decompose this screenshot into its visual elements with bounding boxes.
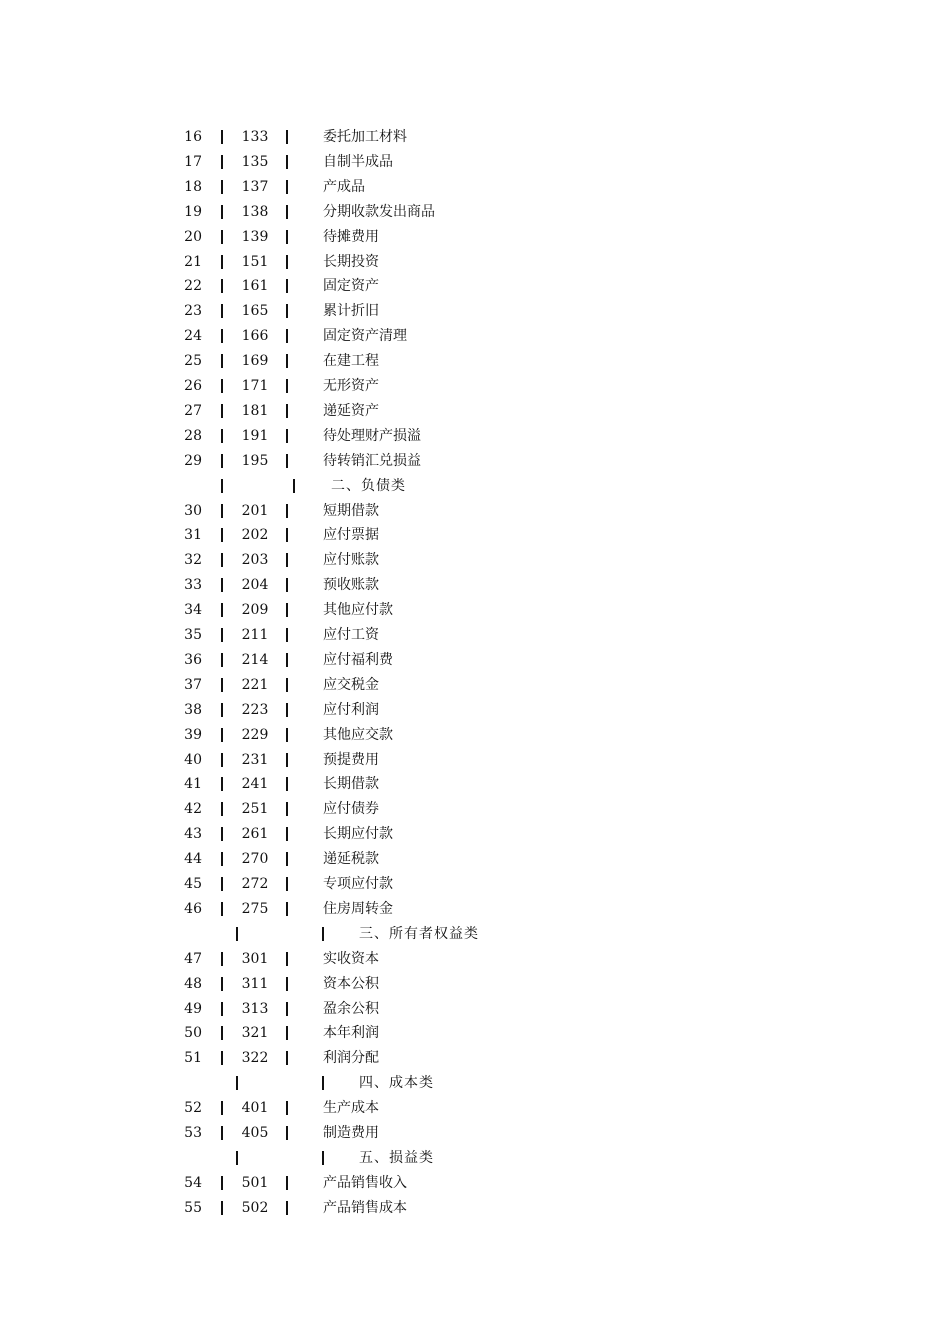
column-divider xyxy=(286,354,288,368)
row-number: 26 xyxy=(184,378,202,394)
account-row xyxy=(0,947,950,972)
account-code: 401 xyxy=(241,1100,269,1117)
column-divider xyxy=(286,130,288,144)
column-divider xyxy=(286,454,288,468)
account-name: 生产成本 xyxy=(323,1100,379,1117)
row-number: 39 xyxy=(184,726,202,743)
column-divider xyxy=(286,628,288,642)
column-divider xyxy=(221,404,223,418)
row-number: 18 xyxy=(184,178,202,195)
account-name: 长期投资 xyxy=(323,253,379,270)
column-divider xyxy=(221,379,223,393)
account-row xyxy=(0,349,950,374)
column-divider xyxy=(221,553,223,567)
account-code: 195 xyxy=(241,452,269,469)
row-number: 21 xyxy=(184,253,202,270)
account-code: 321 xyxy=(241,1025,269,1042)
row-number: 32 xyxy=(184,552,202,569)
row-number: 25 xyxy=(184,353,202,370)
account-row xyxy=(0,623,950,648)
account-row xyxy=(0,299,950,324)
account-code: 138 xyxy=(241,203,269,220)
column-divider xyxy=(286,653,288,667)
column-divider xyxy=(221,628,223,642)
row-number: 36 xyxy=(184,651,202,668)
account-row xyxy=(0,374,950,399)
account-code: 151 xyxy=(241,253,269,270)
row-number: 42 xyxy=(184,801,202,818)
column-divider xyxy=(286,553,288,567)
account-name: 应付票据 xyxy=(323,527,379,544)
row-number: 19 xyxy=(184,203,202,220)
account-row xyxy=(0,772,950,797)
account-code: 229 xyxy=(241,726,269,743)
account-code: 261 xyxy=(241,826,269,843)
account-code: 214 xyxy=(241,651,269,668)
column-divider xyxy=(286,827,288,841)
account-name: 制造费用 xyxy=(323,1125,379,1141)
account-name: 盈余公积 xyxy=(323,1000,379,1017)
account-code: 191 xyxy=(241,427,269,444)
column-divider xyxy=(286,802,288,816)
row-number: 45 xyxy=(184,876,202,892)
column-divider xyxy=(286,902,288,916)
column-divider xyxy=(322,1151,324,1165)
account-row xyxy=(0,698,950,723)
account-code: 231 xyxy=(241,751,269,768)
account-name: 短期借款 xyxy=(323,502,379,519)
account-name: 委托加工材料 xyxy=(323,129,407,145)
column-divider xyxy=(221,777,223,791)
account-name: 自制半成品 xyxy=(323,153,393,170)
column-divider xyxy=(286,728,288,742)
account-row xyxy=(0,200,950,225)
account-name: 专项应付款 xyxy=(323,876,393,892)
row-number: 51 xyxy=(184,1050,202,1067)
column-divider xyxy=(221,1176,223,1190)
row-number: 48 xyxy=(184,975,202,992)
row-number: 24 xyxy=(184,328,202,345)
column-divider xyxy=(286,703,288,717)
account-row xyxy=(0,673,950,698)
column-divider xyxy=(286,429,288,443)
column-divider xyxy=(221,827,223,841)
account-name: 住房周转金 xyxy=(323,900,393,917)
account-code: 137 xyxy=(241,178,269,195)
row-number: 44 xyxy=(184,851,202,868)
column-divider xyxy=(236,1076,238,1090)
section-header-row xyxy=(0,474,950,499)
row-number: 29 xyxy=(184,452,202,469)
column-divider xyxy=(221,454,223,468)
column-divider xyxy=(286,1126,288,1140)
account-name: 长期应付款 xyxy=(323,826,393,843)
section-title: 二、负债类 xyxy=(331,477,406,494)
account-name: 预收账款 xyxy=(323,577,379,594)
account-row xyxy=(0,424,950,449)
account-name: 应付福利费 xyxy=(323,651,393,668)
row-number: 33 xyxy=(184,577,202,594)
column-divider xyxy=(221,753,223,767)
account-code: 201 xyxy=(241,502,269,519)
column-divider xyxy=(286,255,288,269)
account-code: 133 xyxy=(241,129,269,145)
account-row xyxy=(0,499,950,524)
column-divider xyxy=(286,1051,288,1065)
account-row xyxy=(0,1196,950,1221)
column-divider xyxy=(286,1101,288,1115)
column-divider xyxy=(286,504,288,518)
account-row xyxy=(0,1021,950,1046)
column-divider xyxy=(221,1201,223,1215)
account-code: 405 xyxy=(241,1125,269,1141)
row-number: 17 xyxy=(184,153,202,170)
account-row xyxy=(0,872,950,897)
row-number: 54 xyxy=(184,1174,202,1191)
column-divider xyxy=(221,180,223,194)
column-divider xyxy=(221,678,223,692)
column-divider xyxy=(221,1126,223,1140)
account-row xyxy=(0,324,950,349)
column-divider xyxy=(286,230,288,244)
account-code: 139 xyxy=(241,228,269,245)
row-number: 53 xyxy=(184,1125,202,1141)
account-row xyxy=(0,847,950,872)
account-row xyxy=(0,1046,950,1071)
account-code: 221 xyxy=(241,676,269,693)
account-row xyxy=(0,1171,950,1196)
column-divider xyxy=(286,304,288,318)
column-divider xyxy=(286,777,288,791)
account-code: 275 xyxy=(241,900,269,917)
account-code: 209 xyxy=(241,602,269,619)
row-number: 43 xyxy=(184,826,202,843)
column-divider xyxy=(221,802,223,816)
account-name: 应付工资 xyxy=(323,627,379,643)
column-divider xyxy=(221,528,223,542)
account-name: 产成品 xyxy=(323,178,365,195)
account-code: 270 xyxy=(241,851,269,868)
row-number: 28 xyxy=(184,427,202,444)
account-name: 应交税金 xyxy=(323,676,379,693)
row-number: 47 xyxy=(184,950,202,967)
account-name: 待处理财产损溢 xyxy=(323,427,421,444)
row-number: 22 xyxy=(184,278,202,295)
account-row xyxy=(0,822,950,847)
account-name: 待转销汇兑损益 xyxy=(323,452,421,469)
column-divider xyxy=(221,354,223,368)
account-name: 分期收款发出商品 xyxy=(323,203,435,220)
column-divider xyxy=(286,1176,288,1190)
row-number: 34 xyxy=(184,602,202,619)
account-row xyxy=(0,175,950,200)
column-divider xyxy=(221,1002,223,1016)
account-name: 应付利润 xyxy=(323,701,379,718)
account-row xyxy=(0,972,950,997)
account-code: 211 xyxy=(241,627,269,643)
account-code: 204 xyxy=(241,577,269,594)
row-number: 16 xyxy=(184,129,202,145)
account-code: 311 xyxy=(241,975,269,992)
account-code: 202 xyxy=(241,527,269,544)
account-name: 固定资产清理 xyxy=(323,328,407,345)
column-divider xyxy=(286,952,288,966)
column-divider xyxy=(221,578,223,592)
row-number: 41 xyxy=(184,776,202,793)
column-divider xyxy=(286,329,288,343)
account-name: 固定资产 xyxy=(323,278,379,295)
account-row xyxy=(0,573,950,598)
account-row xyxy=(0,598,950,623)
row-number: 30 xyxy=(184,502,202,519)
account-name: 递延税款 xyxy=(323,851,379,868)
account-code: 165 xyxy=(241,303,269,320)
account-row xyxy=(0,797,950,822)
account-code: 223 xyxy=(241,701,269,718)
account-row xyxy=(0,150,950,175)
column-divider xyxy=(286,379,288,393)
account-row xyxy=(0,648,950,673)
column-divider xyxy=(286,877,288,891)
account-code: 322 xyxy=(241,1050,269,1067)
account-row xyxy=(0,723,950,748)
column-divider xyxy=(286,1002,288,1016)
account-name: 在建工程 xyxy=(323,353,379,370)
row-number: 55 xyxy=(184,1199,202,1216)
row-number: 52 xyxy=(184,1100,202,1117)
account-code: 171 xyxy=(241,378,269,394)
column-divider xyxy=(286,180,288,194)
column-divider xyxy=(221,1101,223,1115)
column-divider xyxy=(221,155,223,169)
account-code: 313 xyxy=(241,1000,269,1017)
column-divider xyxy=(286,603,288,617)
column-divider xyxy=(221,703,223,717)
account-name: 长期借款 xyxy=(323,776,379,793)
column-divider xyxy=(236,927,238,941)
account-row xyxy=(0,523,950,548)
account-name: 应付账款 xyxy=(323,552,379,569)
account-name: 利润分配 xyxy=(323,1050,379,1067)
column-divider xyxy=(221,653,223,667)
account-code: 501 xyxy=(241,1174,269,1191)
account-code: 251 xyxy=(241,801,269,818)
account-name: 累计折旧 xyxy=(323,303,379,320)
column-divider xyxy=(286,155,288,169)
section-header-row xyxy=(0,1071,950,1096)
column-divider xyxy=(286,1201,288,1215)
account-name: 递延资产 xyxy=(323,402,379,419)
account-row xyxy=(0,250,950,275)
column-divider xyxy=(221,329,223,343)
row-number: 31 xyxy=(184,527,202,544)
account-row xyxy=(0,748,950,773)
row-number: 35 xyxy=(184,627,202,643)
row-number: 38 xyxy=(184,701,202,718)
account-code: 135 xyxy=(241,153,269,170)
row-number: 37 xyxy=(184,676,202,693)
column-divider xyxy=(286,528,288,542)
column-divider xyxy=(236,1151,238,1165)
account-name: 其他应交款 xyxy=(323,726,393,743)
account-row xyxy=(0,125,950,150)
account-code: 203 xyxy=(241,552,269,569)
account-code: 241 xyxy=(241,776,269,793)
column-divider xyxy=(221,852,223,866)
column-divider xyxy=(221,230,223,244)
account-code: 166 xyxy=(241,328,269,345)
account-row xyxy=(0,1121,950,1146)
column-divider xyxy=(221,255,223,269)
row-number: 23 xyxy=(184,303,202,320)
column-divider xyxy=(286,578,288,592)
column-divider xyxy=(221,205,223,219)
account-name: 无形资产 xyxy=(323,378,379,394)
column-divider xyxy=(293,479,295,493)
section-title: 五、损益类 xyxy=(359,1149,434,1166)
account-row xyxy=(0,897,950,922)
column-divider xyxy=(322,1076,324,1090)
column-divider xyxy=(286,852,288,866)
account-code: 181 xyxy=(241,402,269,419)
row-number: 50 xyxy=(184,1025,202,1042)
account-name: 产品销售收入 xyxy=(323,1174,407,1191)
account-code: 161 xyxy=(241,278,269,295)
column-divider xyxy=(221,952,223,966)
column-divider xyxy=(221,1026,223,1040)
column-divider xyxy=(221,728,223,742)
column-divider xyxy=(286,1026,288,1040)
column-divider xyxy=(221,1051,223,1065)
column-divider xyxy=(221,479,223,493)
row-number: 40 xyxy=(184,751,202,768)
account-row xyxy=(0,399,950,424)
row-number: 46 xyxy=(184,900,202,917)
account-code: 169 xyxy=(241,353,269,370)
account-name: 本年利润 xyxy=(323,1025,379,1042)
section-header-row xyxy=(0,1146,950,1171)
column-divider xyxy=(221,304,223,318)
account-row xyxy=(0,997,950,1022)
column-divider xyxy=(221,977,223,991)
account-row xyxy=(0,225,950,250)
account-row xyxy=(0,449,950,474)
column-divider xyxy=(221,902,223,916)
row-number: 27 xyxy=(184,402,202,419)
account-name: 资本公积 xyxy=(323,975,379,992)
column-divider xyxy=(286,279,288,293)
column-divider xyxy=(286,753,288,767)
column-divider xyxy=(221,279,223,293)
account-name: 产品销售成本 xyxy=(323,1199,407,1216)
account-code: 502 xyxy=(241,1199,269,1216)
column-divider xyxy=(221,130,223,144)
column-divider xyxy=(221,429,223,443)
account-name: 预提费用 xyxy=(323,751,379,768)
section-header-row xyxy=(0,922,950,947)
account-code: 272 xyxy=(241,876,269,892)
account-code: 301 xyxy=(241,950,269,967)
row-number: 20 xyxy=(184,228,202,245)
account-name: 待摊费用 xyxy=(323,228,379,245)
account-row xyxy=(0,1096,950,1121)
column-divider xyxy=(286,678,288,692)
column-divider xyxy=(322,927,324,941)
account-name: 其他应付款 xyxy=(323,602,393,619)
column-divider xyxy=(221,603,223,617)
column-divider xyxy=(221,504,223,518)
section-title: 三、所有者权益类 xyxy=(359,925,479,942)
section-title: 四、成本类 xyxy=(359,1075,434,1092)
account-row xyxy=(0,274,950,299)
column-divider xyxy=(221,877,223,891)
column-divider xyxy=(286,205,288,219)
row-number: 49 xyxy=(184,1000,202,1017)
column-divider xyxy=(286,977,288,991)
column-divider xyxy=(286,404,288,418)
account-name: 实收资本 xyxy=(323,950,379,967)
account-row xyxy=(0,548,950,573)
account-name: 应付债券 xyxy=(323,801,379,818)
